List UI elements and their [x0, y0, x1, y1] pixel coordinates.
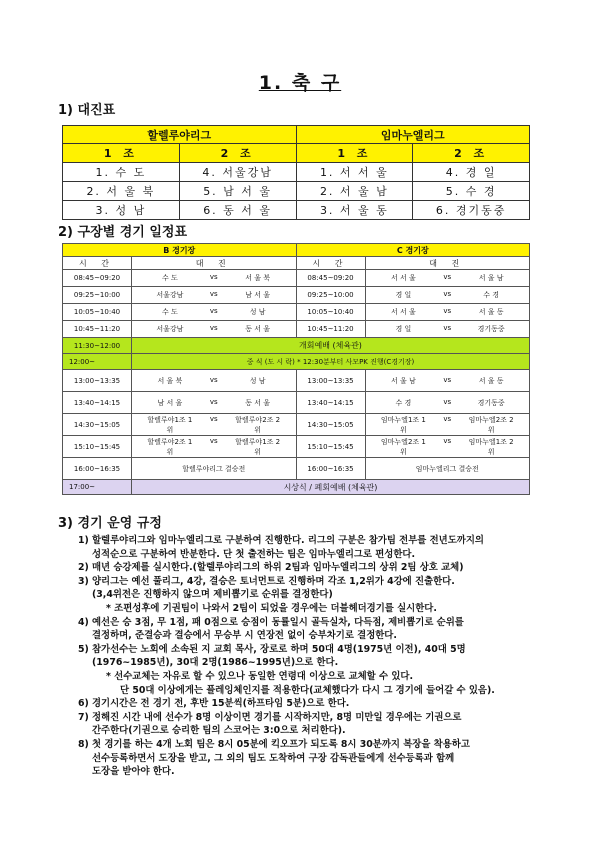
team-cell: 6. 동 서 울 [179, 201, 296, 220]
team-name: 경 일 [395, 291, 412, 299]
section-bracket-heading: 1) 대진표 [58, 103, 116, 118]
team-name: 임마누엘1조 1위 [380, 415, 426, 434]
team-cell: 2. 서 울 북 [63, 182, 180, 201]
team-name: 서 울 동 [478, 308, 504, 316]
team-name: 서 서 울 [391, 308, 416, 316]
group-header: 2 조 [413, 144, 530, 163]
team-name: 서 울 남 [478, 274, 504, 282]
team-name: 동 서 울 [245, 325, 270, 333]
team-name: 임마누엘2조 2위 [468, 415, 514, 434]
time-cell: 15:10~15:45 [63, 436, 132, 458]
rule-line: 성적순으로 구분하여 반분한다. 단 첫 출전하는 팀은 임마누엘리그로 편성한다. [92, 548, 416, 560]
rule-line: * 선수교체는 자유로 할 수 있으나 동일한 연령대 이상으로 교체할 수 있다. [106, 670, 414, 682]
lunch-event: 중 식 (도 시 락) * 12:30분부터 사모PK 진행(C경기장) [132, 354, 530, 370]
time-cell: 10:05~10:40 [63, 304, 132, 321]
vs-label: vs [443, 414, 452, 423]
rule-line: 단 50대 이상에게는 플레잉체인지를 적용한다(교체했다가 다시 그 경기에 들어갈 수 있음). [120, 684, 495, 696]
rule-line: 양리그는 예선 풀리그, 4강, 결승은 토너먼트로 진행하며 각조 1,2위가 4강에 진출한다. [92, 575, 455, 587]
vs-label: vs [209, 436, 218, 445]
time-cell: 09:25~10:00 [63, 287, 132, 304]
rule-number: 2) [78, 562, 89, 574]
match-cell [132, 304, 297, 321]
opening-time: 11:30~12:00 [63, 338, 132, 354]
match-cell [365, 287, 530, 304]
league-b-header: 임마누엘리그 [296, 126, 530, 144]
rule-line: (3,4위전은 진행하지 않으며 제비뽑기로 순위를 결정한다) [92, 589, 333, 601]
team-cell: 4. 경 일 [413, 163, 530, 182]
rule-number: 4) [78, 616, 89, 628]
vs-label: vs [209, 414, 218, 423]
final-b: 할렐루야리그 결승전 [132, 458, 297, 480]
time-cell: 10:45~11:20 [296, 321, 365, 338]
team-name: 서 울 북 [157, 376, 183, 385]
team-name: 수 도 [162, 274, 178, 282]
team-cell: 6. 경기동중 [413, 201, 530, 220]
team-name: 서 울 북 [245, 274, 270, 282]
rule-number: 1) [78, 535, 89, 546]
opening-event: 개회예배 (체육관) [132, 338, 530, 354]
match-cell [365, 270, 530, 287]
rule-number: 7) [78, 711, 89, 723]
rule-number: 3) [78, 575, 89, 587]
vs-label: vs [209, 290, 218, 298]
rule-line: 경기시간은 전 경기 전, 후반 15분씩(하프타임 5분)으로 한다. [92, 698, 350, 710]
team-name: 성 남 [249, 308, 266, 316]
match-cell [132, 321, 297, 338]
schedule-row [63, 436, 530, 458]
time-cell: 14:30~15:05 [296, 414, 365, 436]
rule-number: 5) [78, 643, 89, 655]
time-cell: 13:40~14:15 [63, 392, 132, 414]
closing-event: 시상식 / 폐회예배 (체육관) [132, 480, 530, 495]
match-header: 대 진 [132, 257, 297, 270]
final-time-c: 16:00~16:35 [296, 458, 365, 480]
rule-line: 선수등록하면서 도장을 받고, 그 외의 팀도 도착하여 구장 감독관들에게 선수등록과 함께 [92, 752, 455, 764]
team-cell: 1. 서 서 울 [296, 163, 413, 182]
vs-label: vs [443, 290, 452, 298]
schedule-row [63, 270, 530, 287]
rule-line: 정해진 시간 내에 선수가 8명 이상이면 경기를 시작하지만, 8명 미만일 경우에는 기권으로 [92, 711, 462, 723]
vs-label: vs [443, 436, 452, 445]
match-cell [365, 436, 530, 458]
time-header: 시 간 [63, 257, 132, 270]
team-cell: 2. 서 울 남 [296, 182, 413, 201]
rule-item [78, 697, 548, 711]
team-name: 임마누엘1조 2위 [468, 437, 514, 456]
time-cell: 15:10~15:45 [296, 436, 365, 458]
team-name: 수 도 [162, 308, 178, 316]
league-a-header: 할렐루야리그 [63, 126, 297, 144]
rules-list [78, 534, 548, 779]
match-cell [365, 392, 530, 414]
closing-time: 17:00~ [63, 480, 132, 495]
final-c: 임마누엘리그 결승전 [365, 458, 530, 480]
rule-item [78, 711, 548, 738]
vs-label: vs [443, 375, 452, 384]
vs-label: vs [209, 397, 218, 406]
team-cell: 5. 수 경 [413, 182, 530, 201]
team-name: 성 남 [249, 376, 266, 385]
final-time-b: 16:00~16:35 [63, 458, 132, 480]
schedule-row [63, 321, 530, 338]
rule-line: 도장을 받아야 한다. [92, 766, 175, 778]
team-name: 수 경 [483, 291, 499, 299]
vs-label: vs [209, 375, 218, 384]
vs-label: vs [443, 307, 452, 315]
time-cell: 08:45~09:20 [63, 270, 132, 287]
match-cell [132, 270, 297, 287]
time-cell: 09:25~10:00 [296, 287, 365, 304]
rule-item [78, 534, 548, 561]
rule-line: 예선은 승 3점, 무 1점, 패 0점으로 승점이 동률일시 골득실차, 다득점, 제비뽑기로 순위를 [92, 616, 464, 628]
rule-number: 6) [78, 698, 89, 710]
team-name: 경 일 [395, 325, 412, 333]
team-cell: 5. 남 서 울 [179, 182, 296, 201]
group-header: 2 조 [179, 144, 296, 163]
vs-label: vs [443, 397, 452, 406]
team-name: 수 경 [395, 398, 412, 407]
team-name: 서 울 남 [391, 376, 416, 385]
time-cell: 13:00~13:35 [63, 370, 132, 392]
rule-line: 참가선수는 노회에 소속된 지 교회 목사, 장로로 하며 50대 4명(1975년 이전), 40대 5명 [92, 643, 466, 655]
match-cell [132, 287, 297, 304]
match-header: 대 진 [365, 257, 530, 270]
rule-line: 첫 경기를 하는 4개 노회 팀은 8시 05분에 킥오프가 되도록 8시 30분까지 복장을 착용하고 [92, 738, 470, 750]
team-cell: 4. 서울강남 [179, 163, 296, 182]
match-cell [132, 436, 297, 458]
section-schedule-heading: 2) 구장별 경기 일정표 [58, 225, 188, 240]
section-rules-heading: 3) 경기 운영 규정 [58, 516, 162, 531]
team-name: 할렐루야1조 1위 [147, 415, 193, 434]
team-name: 남 서 울 [245, 291, 270, 299]
vs-label: vs [209, 307, 218, 315]
time-header: 시 간 [296, 257, 365, 270]
rule-line: 할렐루야리그와 임마누엘리그로 구분하여 진행한다. 리그의 구분은 참가팀 전부를 전년도까지의 [92, 535, 484, 546]
team-name: 서울강남 [156, 291, 184, 299]
match-cell [365, 321, 530, 338]
rule-line: 매년 승강제를 실시한다.(할렐루야리그의 하위 2팀과 임마누엘리그의 상위 2팀 상호 교체) [92, 562, 464, 574]
vs-label: vs [209, 324, 218, 332]
match-cell [365, 304, 530, 321]
schedule-row [63, 287, 530, 304]
vs-label: vs [443, 324, 452, 332]
rule-item [78, 643, 548, 697]
team-name: 동 서 울 [245, 398, 270, 407]
field-b-header: B 경기장 [63, 244, 297, 257]
match-cell [132, 414, 297, 436]
team-name: 임마누엘2조 1위 [380, 437, 426, 456]
bracket-table [62, 125, 530, 220]
rule-line: 결정하며, 준결승과 결승에서 무승부 시 연장전 없이 승부차기로 결정한다. [92, 630, 397, 642]
match-cell [132, 370, 297, 392]
team-name: 경기동중 [477, 325, 505, 333]
time-cell: 14:30~15:05 [63, 414, 132, 436]
rule-line: (1976~1985년), 30대 2명(1986~1995년)으로 한다. [92, 657, 339, 669]
team-name: 서 울 동 [478, 376, 504, 385]
time-cell: 08:45~09:20 [296, 270, 365, 287]
group-header: 1 조 [296, 144, 413, 163]
rule-item [78, 738, 548, 779]
time-cell: 13:00~13:35 [296, 370, 365, 392]
team-name: 남 서 울 [157, 398, 183, 407]
schedule-row [63, 414, 530, 436]
schedule-table [62, 243, 530, 495]
schedule-row [63, 304, 530, 321]
field-c-header: C 경기장 [296, 244, 530, 257]
vs-label: vs [443, 273, 452, 281]
schedule-row [63, 392, 530, 414]
match-cell [365, 370, 530, 392]
vs-label: vs [209, 273, 218, 281]
rule-item [78, 575, 548, 616]
team-name: 할렐루야2조 1위 [147, 437, 193, 456]
rule-line: * 조편성후에 기권팀이 나와서 2팀이 되었을 경우에는 더블헤더경기를 실시한다. [106, 602, 437, 614]
team-name: 서 서 울 [391, 274, 416, 282]
time-cell: 10:05~10:40 [296, 304, 365, 321]
team-name: 할렐루야2조 2위 [235, 415, 281, 434]
time-cell: 10:45~11:20 [63, 321, 132, 338]
team-name: 경기동중 [477, 398, 505, 407]
team-cell: 3. 성 남 [63, 201, 180, 220]
team-cell: 3. 서 울 동 [296, 201, 413, 220]
time-cell: 13:40~14:15 [296, 392, 365, 414]
team-cell: 1. 수 도 [63, 163, 180, 182]
group-header: 1 조 [63, 144, 180, 163]
schedule-row [63, 370, 530, 392]
rule-number: 8) [78, 738, 89, 750]
match-cell [365, 414, 530, 436]
lunch-time: 12:00~ [63, 354, 132, 370]
rule-line: 간주한다(기권으로 승리한 팀의 스코어는 3:0으로 처리한다). [92, 725, 346, 737]
match-cell [132, 392, 297, 414]
rule-item [78, 616, 548, 643]
team-name: 할렐루야1조 2위 [235, 437, 281, 456]
team-name: 서울강남 [156, 325, 184, 333]
rule-item [78, 561, 548, 575]
page-title: 1. 축 구 [258, 72, 342, 94]
